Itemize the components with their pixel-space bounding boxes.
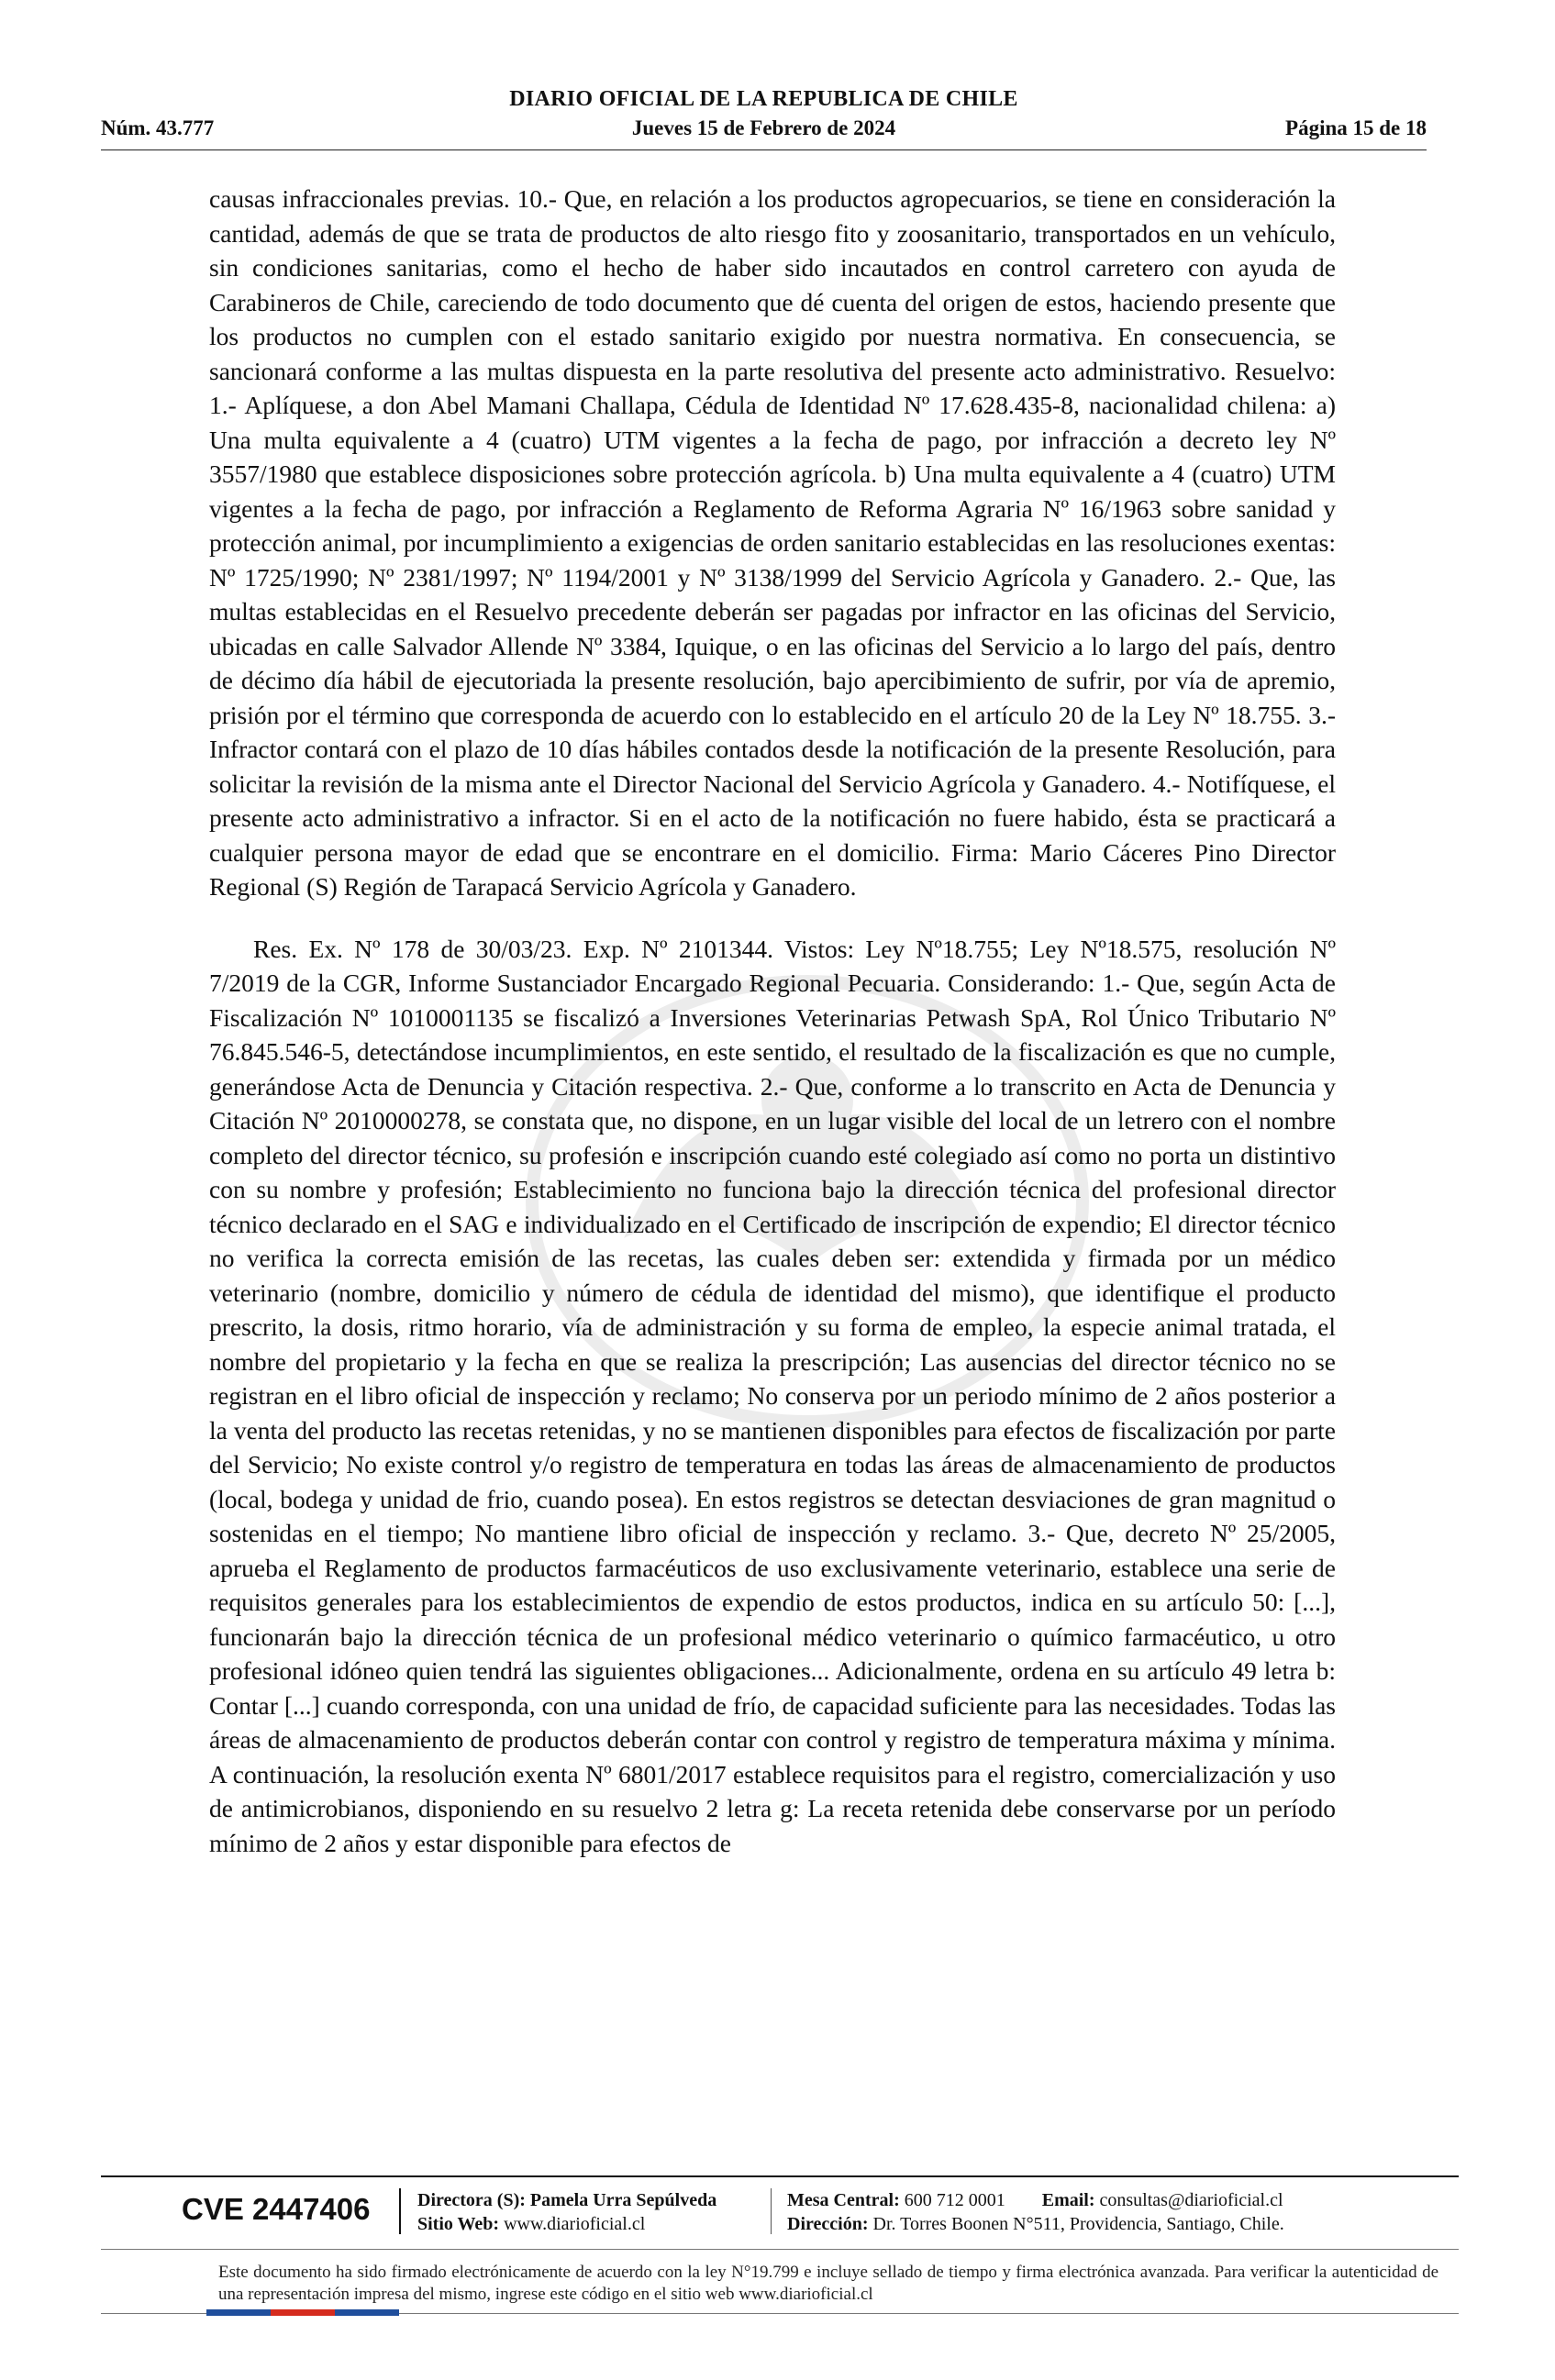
director-label: Directora (S): xyxy=(417,2190,526,2210)
page-footer xyxy=(101,2175,1459,2359)
footer-divider xyxy=(399,2188,401,2234)
paragraph-resolution-continuation: causas infraccionales previas. 10.- Que, en relación a los productos agropecuarios, se tiene en consideración la cantidad, además de que se trata de productos de alto riesgo fito y zoosanitario, transportados en un vehículo, sin condiciones sanitarias, como el hecho de haber sido incautados en control carretero con ayuda de Carabineros de Chile, careciendo de todo documento que dé cuenta del origen de estos, haciendo presente que los productos no cumplen con el estado sanitario exigido por nuestra normativa. En consecuencia, se sancionará conforme a las multas dispuesta en la parte resolutiva del presente acto administrativo. Resuelvo: 1.- Aplíquese, a don Abel Mamani Challapa, Cédula de Identidad Nº 17.628.435-8, nacionalidad chilena: a) Una multa equivalente a 4 (cuatro) UTM vigentes a la fecha de pago, por infracción a decreto ley Nº 3557/1980 que establece disposiciones sobre protección agrícola. b) Una multa equivalente a 4 (cuatro) UTM vigentes a la fecha de pago, por infracción a Reglamento de Reforma Agraria Nº 16/1963 sobre sanidad y protección animal, por incumplimiento a exigencias de orden sanitario establecidas en las resoluciones exentas: Nº 1725/1990; Nº 2381/1997; Nº 1194/2001 y Nº 3138/1999 del Servicio Agrícola y Ganadero. 2.- Que, las multas establecidas en el Resuelvo precedente deberán ser pagadas por infractor en las oficinas del Servicio, ubicadas en calle Salvador Allende Nº 3384, Iquique, o en las oficinas del Servicio a lo largo del país, dentro de décimo día hábil de ejecutoriada la presente resolución, bajo apercibimiento de sufrir, por vía de apremio, prisión por el término que corresponda de acuerdo con lo establecido en el artículo 20 de la Ley Nº 18.755. 3.- Infractor contará con el plazo de 10 días hábiles contados desde la notificación de la presente Resolución, para solicitar la revisión de la misma ante el Director Nacional del Servicio Agrícola y Ganadero. 4.- Notifíquese, el presente acto administrativo a infractor. Si en el acto de la notificación no fuere habido, ésta se practicará a cualquier persona mayor de edad que se encontrare en el domicilio. Firma: Mario Cáceres Pino Director Regional (S) Región de Tarapacá Servicio Agrícola y Ganadero. xyxy=(209,184,1336,901)
director-name: Pamela Urra Sepúlveda xyxy=(529,2190,717,2210)
cve-code: CVE 2447406 xyxy=(182,2192,371,2226)
email-label: Email: xyxy=(1041,2190,1095,2210)
footer-divider-2 xyxy=(771,2188,772,2234)
website-label: Sitio Web: xyxy=(417,2214,500,2234)
header-rule xyxy=(101,149,1427,150)
flag-blue-segment-2 xyxy=(335,2309,399,2316)
address-text: Dr. Torres Boonen N°511, Providencia, Santiago, Chile. xyxy=(872,2214,1284,2234)
flag-red-segment xyxy=(271,2309,335,2316)
email-link[interactable]: consultas@diarioficial.cl xyxy=(1099,2190,1283,2210)
document-body xyxy=(209,182,1336,1860)
publication-title: DIARIO OFICIAL DE LA REPUBLICA DE CHILE xyxy=(509,87,1018,111)
footer-director-column xyxy=(417,2188,716,2236)
issue-number: Núm. 43.777 xyxy=(101,116,215,139)
footer-contact-column xyxy=(787,2188,1284,2236)
flag-blue-segment xyxy=(206,2309,271,2316)
paragraph-res-ex-178: Res. Ex. Nº 178 de 30/03/23. Exp. Nº 2101344. Vistos: Ley Nº18.755; Ley Nº18.575, resolución Nº 7/2019 de la CGR, Informe Sustanciador Encargado Regional Pecuaria. Considerando: 1.- Que, según Acta de Fiscalización Nº 1010001135 se fiscalizó a Inversiones Veterinarias Petwash SpA, Rol Único Tributario Nº 76.845.546-5, detectándose incumplimientos, en este sentido, el resultado de la fiscalización es que no cumple, generándose Acta de Denuncia y Citación respectiva. 2.- Que, conforme a lo transcrito en Acta de Denuncia y Citación Nº 2010000278, se constata que, no dispone, en un lugar visible del local de un letrero con el nombre completo del director técnico, su profesión e inscripción cuando esté colegiado así como no porta un distintivo con su nombre y profesión; Establecimiento no funciona bajo la dirección técnica del profesional director técnico declarado en el SAG e individualizado en el Certificado de inscripción de expendio; El director técnico no verifica la correcta emisión de las recetas, las cuales deben ser: extendida y firmada por un médico veterinario (nombre, domicilio y número de cédula de identidad del mismo), que identifique el producto prescrito, la dosis, ritmo horario, vía de administración y su forma de empleo, la especie animal tratada, el nombre del propietario y la fecha en que se realiza la prescripción; Las ausencias del director técnico no se registran en el libro oficial de inspección y reclamo; No conserva por un periodo mínimo de 2 años posterior a la venta del producto las recetas retenidas, y no se mantienen disponibles para efectos de fiscalización por parte del Servicio; No existe control y/o registro de temperatura en todas las áreas de almacenamiento de productos (local, bodega y unidad de frio, cuando posea). En estos registros se detectan desviaciones de gran magnitud o sostenidas en el tiempo; No mantiene libro oficial de inspección y reclamo. 3.- Que, decreto Nº 25/2005, aprueba el Reglamento de productos farmacéuticos de uso exclusivamente veterinario, establece una serie de requisitos generales para los establecimientos de expendio de estos productos, indica en su artículo 50: [...], funcionarán bajo la dirección técnica de un profesional médico veterinario o químico farmacéutico, u otro profesional idóneo quien tendrá las siguientes obligaciones... Adicionalmente, ordena en su artículo 49 letra b: Contar [...] cuando corresponda, con una unidad de frío, de capacidad suficiente para las necesidades. Todas las áreas de almacenamiento de productos deberán contar con control y registro de temperatura máxima y mínima. A continuación, la resolución exenta Nº 6801/2017 establece requisitos para el registro, comercialización y uso de antimicrobianos, disponiendo en su resuelvo 2 letra g: La receta retenida debe conservarse por un período mínimo de 2 años y estar disponible para efectos de xyxy=(209,934,1336,1857)
phone-number: 600 712 0001 xyxy=(904,2190,1005,2210)
footer-middle-rule xyxy=(101,2249,1459,2250)
page-number: Página 15 de 18 xyxy=(1285,116,1427,139)
legal-note: Este documento ha sido firmado electrónicamente de acuerdo con la ley N°19.799 e incluye sellado de tiempo y firma electrónica avanzada. Para verificar la autenticidad de una representación impresa del mismo, ingrese este código en el sitio web www.diarioficial.cl xyxy=(218,2263,1438,2304)
page-header xyxy=(101,87,1427,151)
address-label: Dirección: xyxy=(787,2214,869,2234)
phone-label: Mesa Central: xyxy=(787,2190,900,2210)
issue-date: Jueves 15 de Febrero de 2024 xyxy=(631,116,896,139)
website-link[interactable]: www.diarioficial.cl xyxy=(504,2214,646,2234)
footer-top-rule xyxy=(101,2175,1459,2177)
flag-color-bar xyxy=(206,2309,399,2316)
